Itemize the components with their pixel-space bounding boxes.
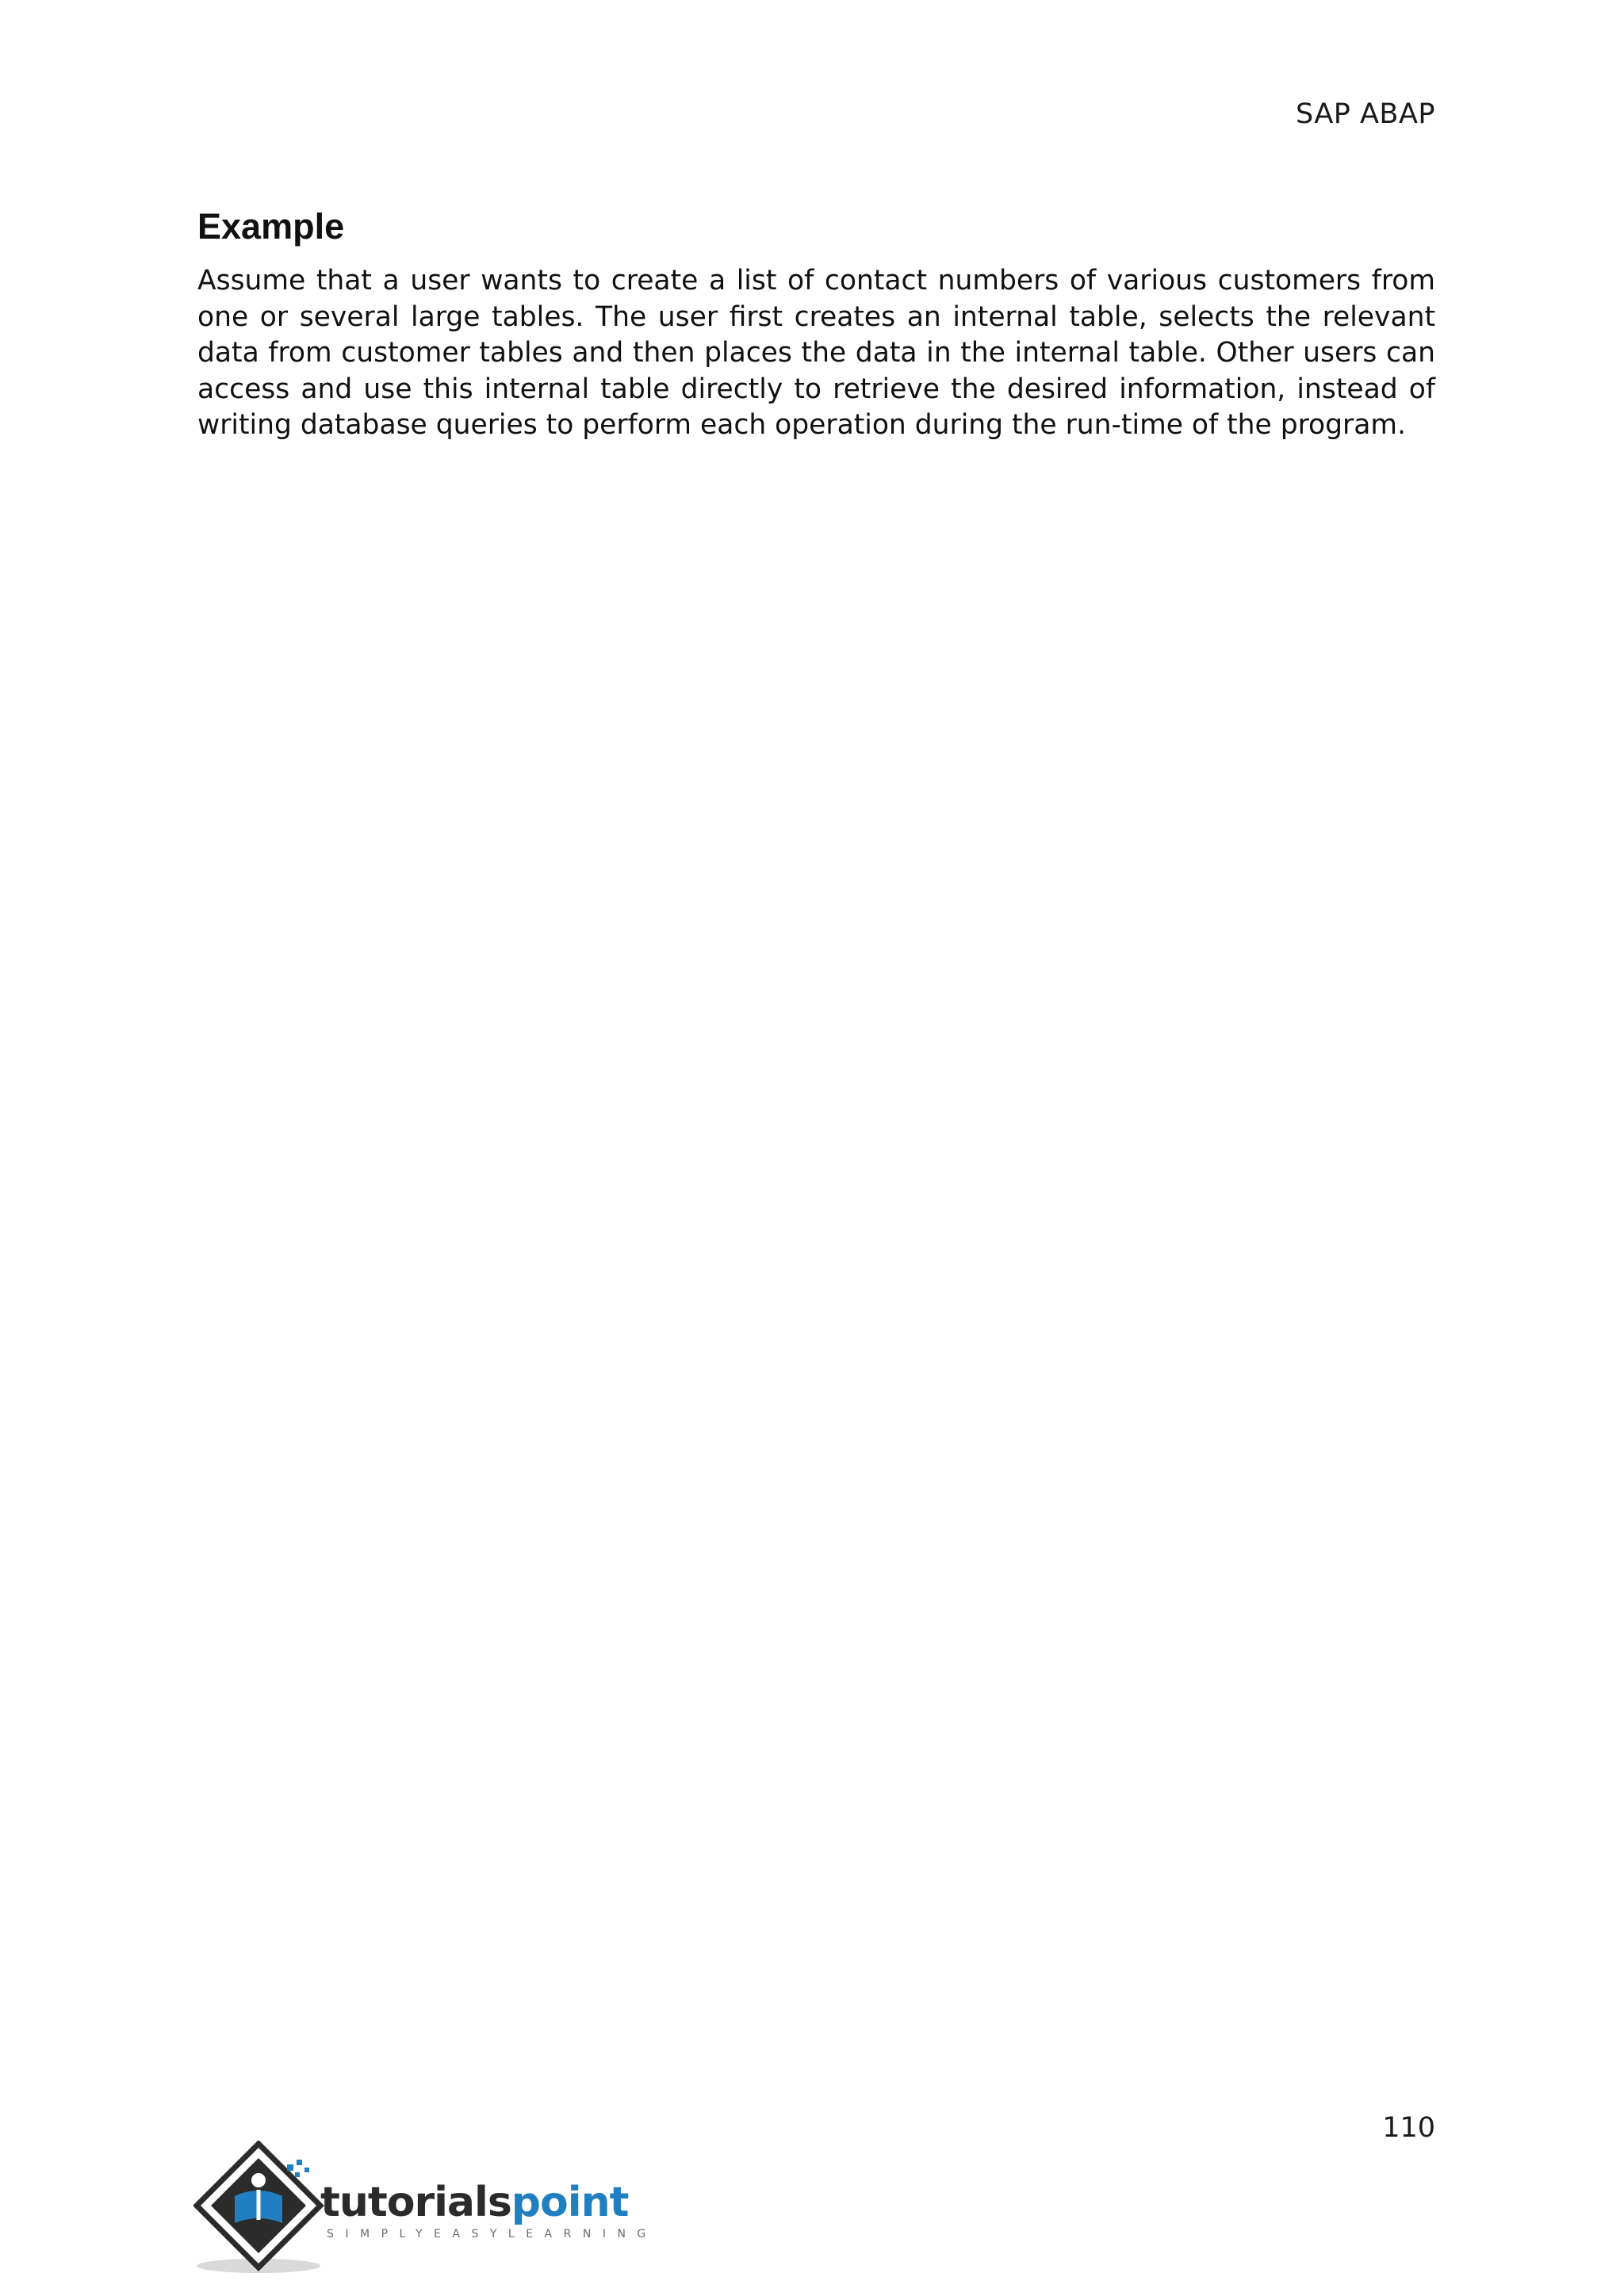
logo-diamond-icon [193,2141,336,2275]
body-paragraph: Assume that a user wants to create a list of contact numbers of various customers from one or several large tables. The user first creates an internal table, selects the relevant data from customer tables and then places the data in the internal table. Other users can access and use this internal table directly to retrieve the desired information, instead of writing database queries to perform each operation during the run-time of the program. [197,265,1435,441]
logo-word-point: point [511,2179,629,2226]
running-header: SAP ABAP [1295,98,1435,130]
logo-word-tutorials: tutorials [320,2179,511,2226]
section-heading: Example [197,206,345,247]
page-number: 110 [1382,2112,1435,2144]
page-content [197,203,1435,444]
logo-tagline: SIMPLYEASYLEARNING [327,2228,657,2241]
tutorialspoint-logo [193,2141,657,2275]
logo-wordmark [320,2180,628,2225]
